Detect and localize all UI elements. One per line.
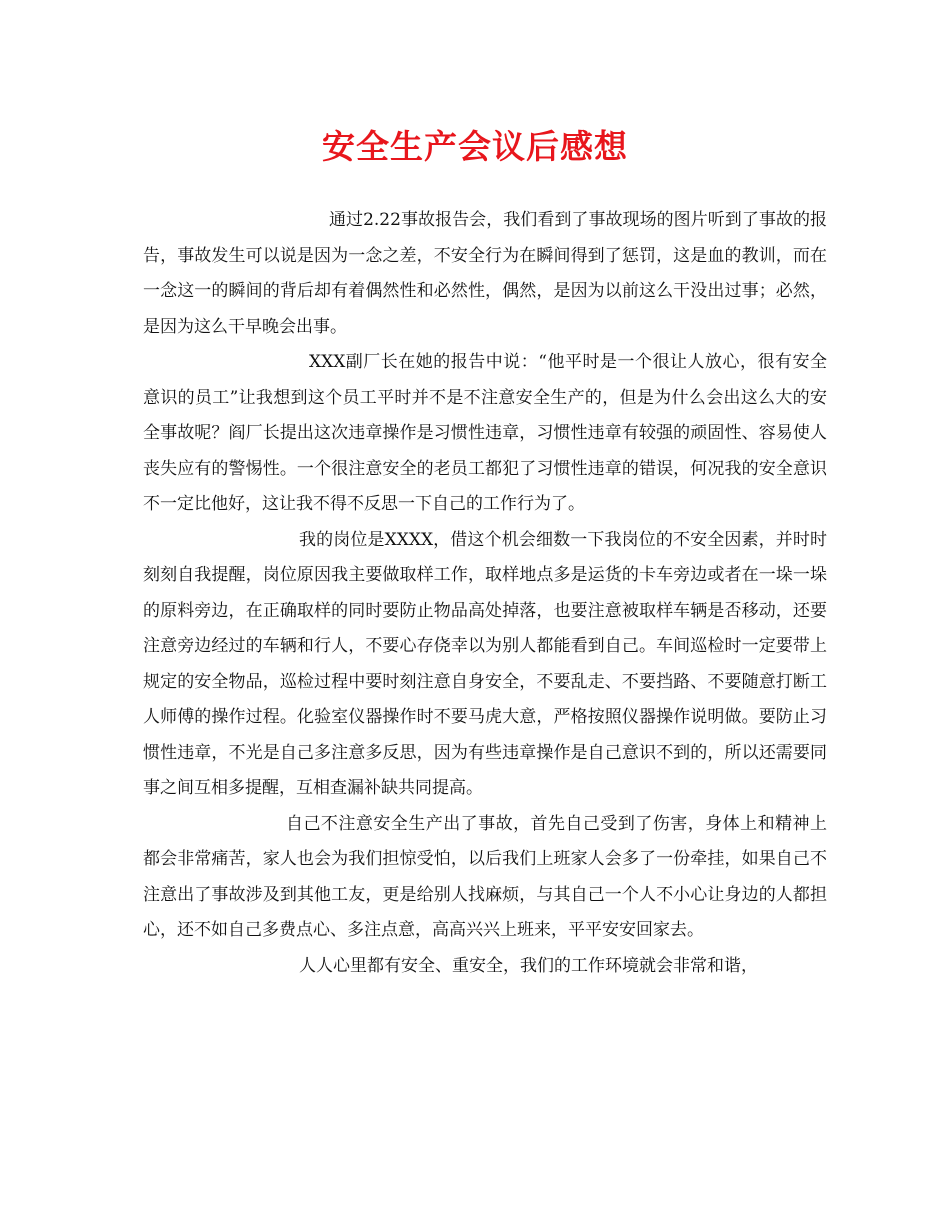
- paragraph-accident-report: 通过2.22事故报告会，我们看到了事故现场的图片听到了事故的报告，事故发生可以说是因为一念之差，不安全行为在瞬间得到了惩罚，这是血的教训，而在一念这一的瞬间的背后却有着偶然性和必然性，偶然，是因为以前这么干没出过事；必然，是因为这么干早晚会出事。: [143, 210, 827, 337]
- paragraph-deputy-director: XXX副厂长在她的报告中说：“他平时是一个很让人放心，很有安全意识的员工”让我想到这个员工平时并不是不注意安全生产的，但是为什么会出这么大的安全事故呢？阎厂长提出这次违章操作是习惯性违章，习惯性违章有较强的顽固性、容易使人丧失应有的警惕性。一个很注意安全的老员工都犯了习惯性违章的错误，何况我的安全意识不一定比他好，这让我不得不反思一下自己的工作行为了。: [143, 352, 827, 514]
- paragraph-everyone-safety: 人人心里都有安全、重安全，我们的工作环境就会非常和谐，: [299, 955, 758, 976]
- document-title: 安全生产会议后感想: [322, 127, 628, 166]
- paragraph-my-position: 我的岗位是XXXX，借这个机会细数一下我岗位的不安全因素，并时时刻刻自我提醒，岗位原因我主要做取样工作，取样地点多是运货的卡车旁边或者在一垛一垛的原料旁边，在正确取样的同时要防止物品高处掉落，也要注意被取样车辆是否移动，还要注意旁边经过的车辆和行人，不要心存侥幸以为别人都能看到自己。车间巡检时一定要带上规定的安全物品，巡检过程中要时刻注意自身安全，不要乱走、不要挡路、不要随意打断工人师傅的操作过程。化验室仪器操作时不要马虎大意，严格按照仪器操作说明做。要防止习惯性违章，不光是自己多注意多反思，因为有些违章操作是自己意识不到的，所以还需要同事之间互相多提醒，互相查漏补缺共同提高。: [143, 529, 827, 798]
- document-body: [143, 203, 827, 984]
- paragraph-consequences: 自己不注意安全生产出了事故，首先自己受到了伤害，身体上和精神上都会非常痛苦，家人也会为我们担惊受怕，以后我们上班家人会多了一份牵挂，如果自己不注意出了事故涉及到其他工友，更是给别人找麻烦，与其自己一个人不小心让身边的人都担心，还不如自己多费点心、多注点意，高高兴兴上班来，平平安安回家去。: [143, 813, 827, 940]
